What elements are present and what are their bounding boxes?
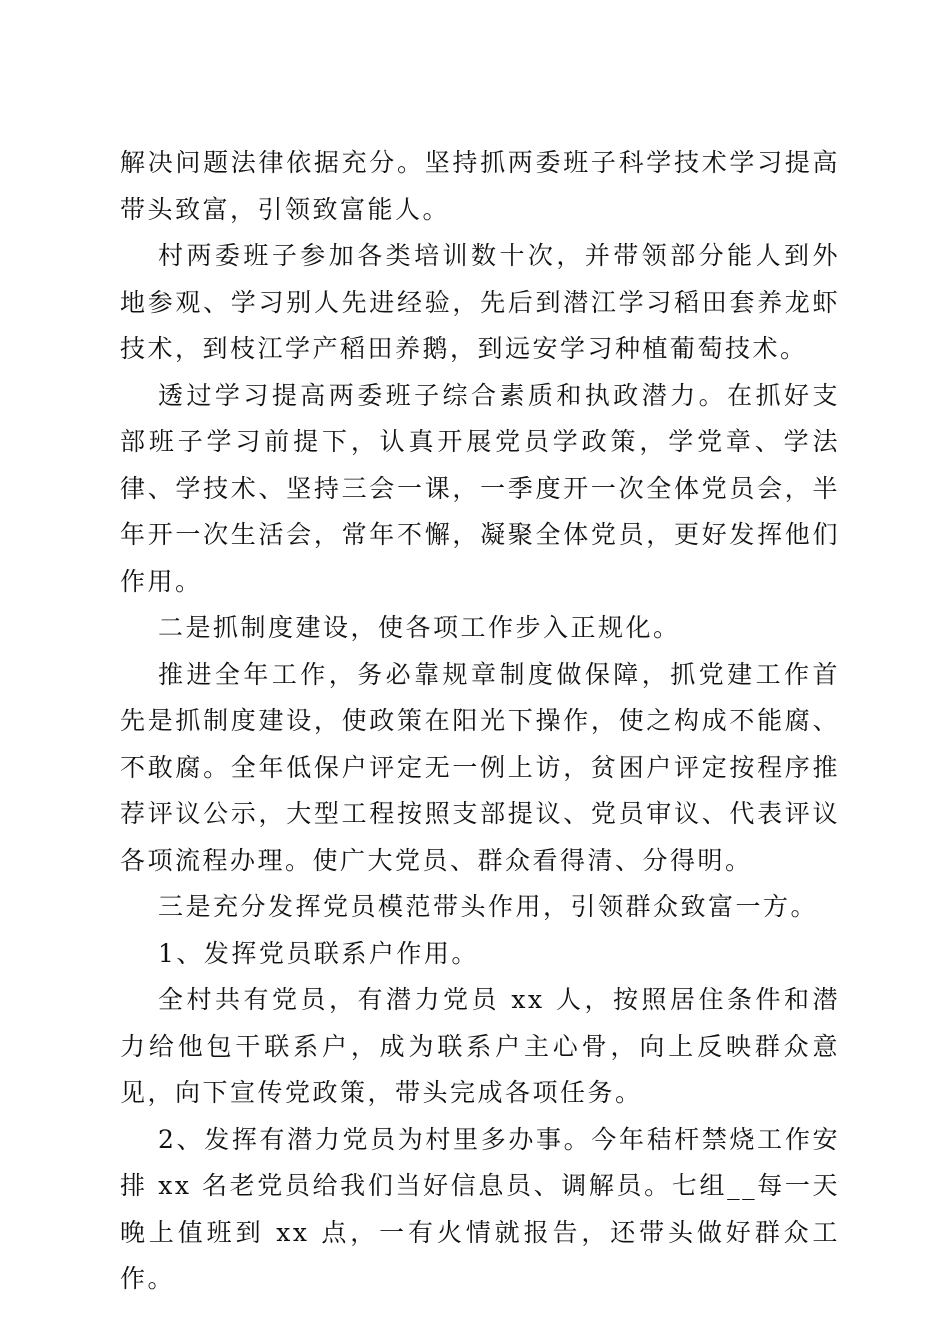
section-heading-2: 二是抓制度建设，使各项工作步入正规化。 <box>158 613 681 642</box>
paragraph-liaison: 全村共有党员，有潜力党员 xx 人，按照居住条件和潜力给他包干联系户，成为联系户主心骨，向上反映群众意见，向下宣传党政策，带头完成各项任务。 <box>120 985 840 1107</box>
paragraph-training: 村两委班子参加各类培训数十次，并带领部分能人到外地参观、学习别人先进经验，先后到潜江学习稻田套养龙虾技术，到枝江学产稻田养鹅，到远安学习种植葡萄技术。 <box>120 241 840 363</box>
paragraph-study: 透过学习提高两委班子综合素质和执政潜力。在抓好支部班子学习前提下，认真开展党员学政策，学党章、学法律、学技术、坚持三会一课，一季度开一次全体党员会，半年开一次生活会，常年不懈，凝聚全体党员，更好发挥他们作用。 <box>120 380 840 596</box>
subheading-1: 1、发挥党员联系户作用。 <box>158 938 479 968</box>
document-body <box>120 140 840 1303</box>
paragraph-continuation: 解决问题法律依据充分。坚持抓两委班子科学技术学习提高带头致富，引领致富能人。 <box>120 148 840 224</box>
paragraph-rules: 推进全年工作，务必靠规章制度做保障，抓党建工作首先是抓制度建设，使政策在阳光下操作，使之构成不能腐、不敢腐。全年低保户评定无一例上访，贫困户评定按程序推荐评议公示，大型工程按照支部提议、党员审议、代表评议各项流程办理。使广大党员、群众看得清、分得明。 <box>120 659 840 875</box>
section-heading-3: 三是充分发挥党员模范带头作用，引领群众致富一方。 <box>158 892 819 921</box>
paragraph-members-work: 2、发挥有潜力党员为村里多办事。今年秸杆禁烧工作安排 xx 名老党员给我们当好信息员、调解员。七组__每一天晚上值班到 xx 点，一有火情就报告，还带头做好群众工作。 <box>120 1124 840 1293</box>
